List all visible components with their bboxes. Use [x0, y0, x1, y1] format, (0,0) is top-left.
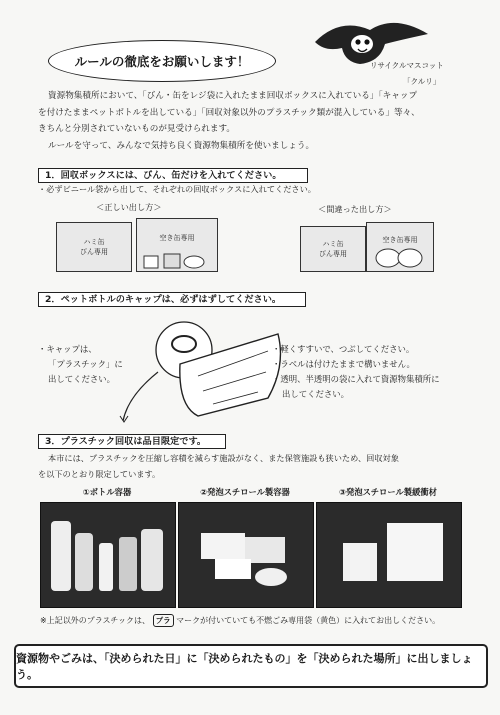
intro-paragraph [38, 88, 468, 154]
intro-line: ルールを守って、みんなで気持ち良く資源物集積所を使いましょう。 [48, 140, 315, 151]
intro-line: 資源物集積所において、「びん・缶をレジ袋に入れたまま回収ボックスに入れている」「キャップ [48, 91, 418, 101]
bottles-icon [41, 503, 175, 607]
caption-foam-cushion: ③発泡スチロール製緩衝材 [339, 487, 437, 497]
caption-foam-container: ②発泡スチロール製容器 [200, 487, 290, 497]
intro-line: きちんと分別されていないものが見受けられます。 [38, 124, 235, 134]
can-bin-box [56, 222, 132, 272]
list-item: 出してください。 [48, 374, 115, 384]
bin-label: ハミ缶 びん専用 [319, 240, 347, 258]
section3-heading: 3．プラスチック回収は品目限定です。 [38, 434, 226, 449]
section1-heading: 1．回収ボックスには、びん、缶だけを入れてください。 [38, 168, 308, 183]
list-item: ・透明、半透明の袋に入れて資源物集積所に [272, 374, 440, 384]
body-line: を以下のとおり限定しています。 [38, 469, 161, 479]
foam-trays-icon [179, 503, 313, 607]
body-line: 本市には、プラスチックを圧縮し容積を減らす施設がなく、また保管施設も狭いため、回収対象 [48, 453, 399, 463]
page-title [48, 40, 276, 82]
note-text: ※上記以外のプラスチックは、 [40, 616, 151, 625]
list-item: ・ラベルは付けたままで構いません。 [272, 359, 415, 369]
wrong-label: ＜間違った出し方＞ [318, 204, 392, 214]
section2-right-list [272, 342, 440, 402]
caption-bottle: ①ボトル容器 [82, 487, 132, 497]
can-bin-box-wrong [300, 226, 366, 272]
page-title-text: ルールの徹底をお願いします！ [74, 54, 250, 69]
section3-body [38, 450, 478, 482]
section1-note: ・必ずビニール袋から出して、それぞれの回収ボックスに入れてください。 [38, 184, 316, 194]
list-item: 「プラスチック」に [48, 359, 123, 369]
plastic-bag-icon [372, 246, 428, 270]
photo-foam-containers [178, 502, 314, 608]
section3-note [40, 614, 440, 627]
list-item: ・軽くすすいで、つぶしてください。 [272, 344, 415, 354]
section2-heading: 2．ペットボトルのキャップは、必ずはずしてください。 [38, 292, 306, 307]
bin-label: 空き缶専用 [382, 236, 418, 244]
mascot-name: 「クルリ」 [403, 77, 441, 86]
list-item: ・キャップは、 [38, 344, 97, 354]
foam-cushion-icon [317, 503, 461, 607]
cans-icon [140, 248, 210, 272]
pet-bottle-illustration [118, 316, 288, 426]
list-item: 出してください。 [282, 389, 349, 399]
note-text: マークが付いていても不燃ごみ専用袋（黄色）に入れてお出しください。 [176, 616, 441, 625]
photo-foam-cushion [316, 502, 462, 608]
pla-mark-icon: プラ [153, 614, 174, 627]
footer-message: 資源物やごみは、「決められた日」に「決められたもの」を「決められた場所」に出しましょう。 [14, 644, 488, 688]
section2-left-list [38, 342, 123, 387]
bin-label: 空き缶専用 [159, 234, 195, 242]
correct-label: ＜正しい出し方＞ [96, 202, 162, 212]
intro-line: を付けたままペットボトルを出している」「回収対象以外のプラスチック類が混入している」等々、 [38, 107, 420, 118]
bin-label: ハミ缶 びん専用 [80, 238, 108, 256]
mascot-label: リサイクルマスコット [370, 61, 444, 70]
photo-bottles [40, 502, 176, 608]
